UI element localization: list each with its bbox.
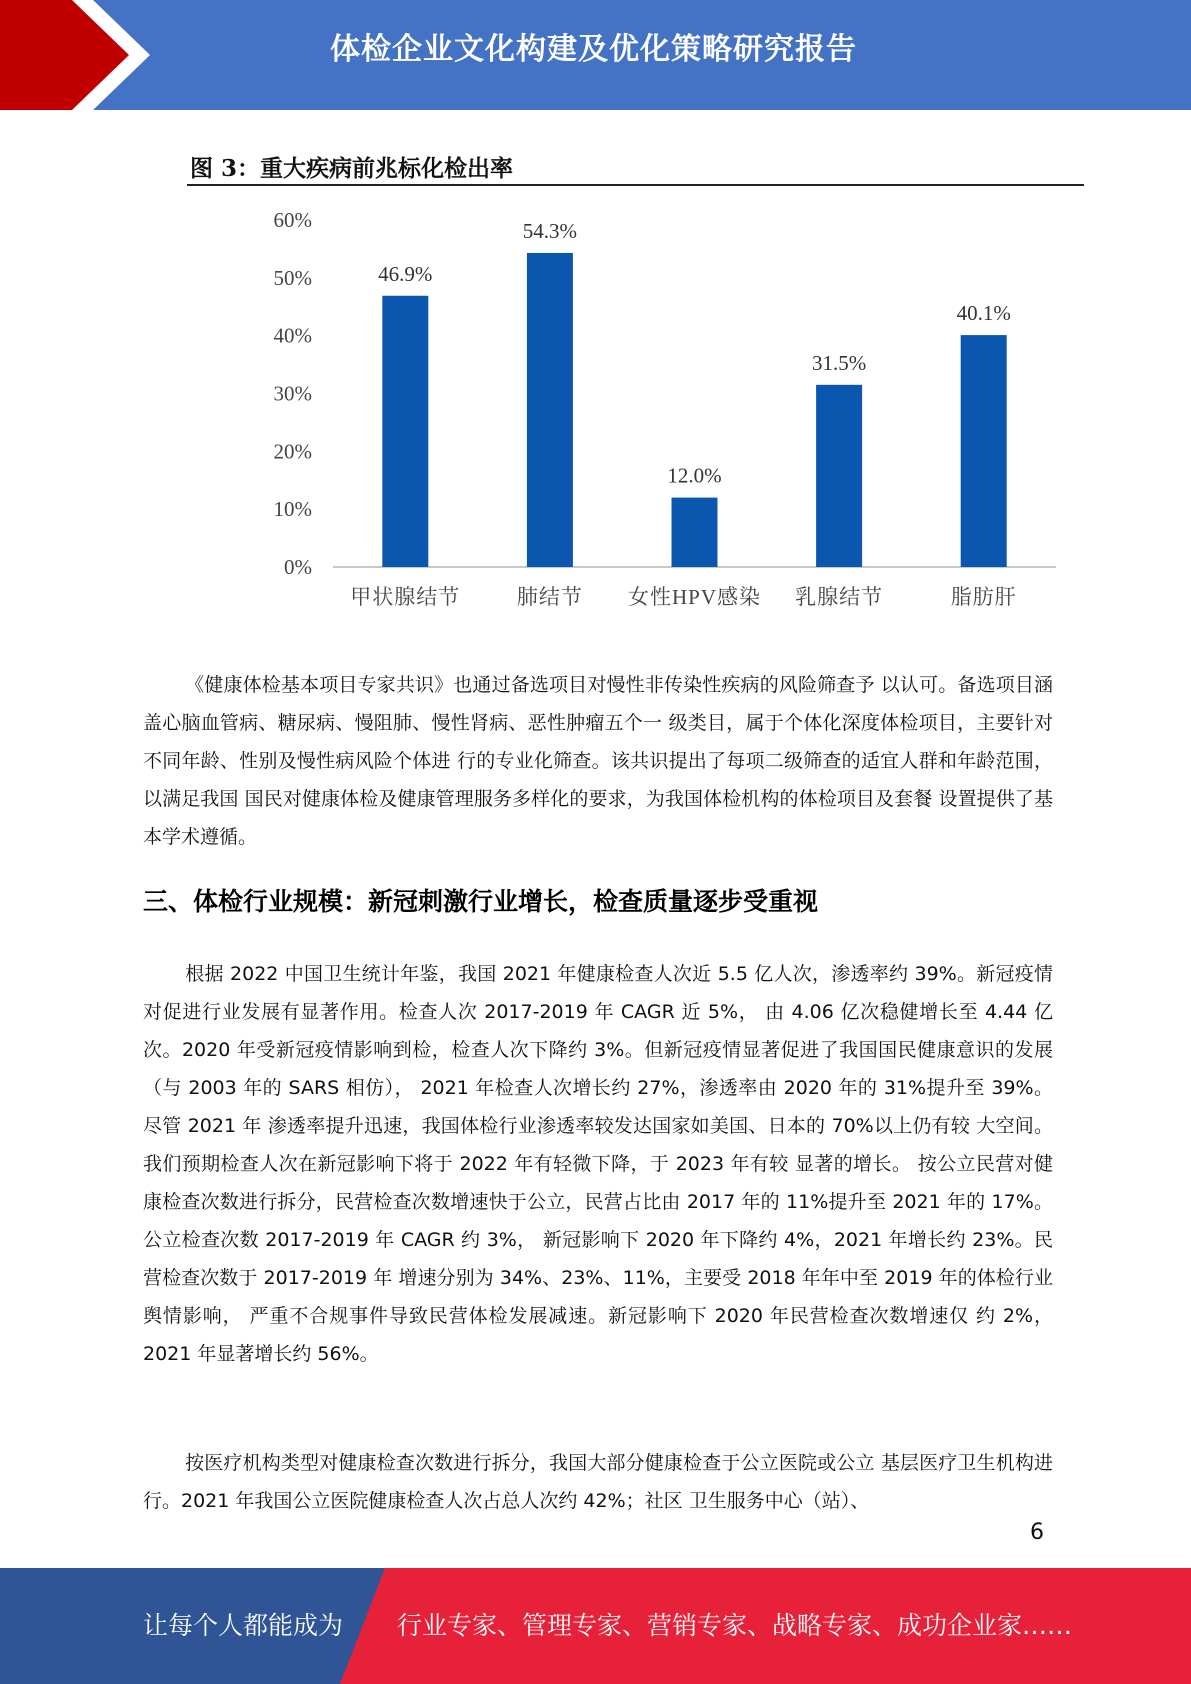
data-label: 46.9% xyxy=(378,261,433,286)
bar xyxy=(961,335,1007,567)
paragraph-text: 《健康体检基本项目专家共识》也通过备选项目对慢性非传染性疾病的风险筛查予 以认可。备选项目涵盖心脑血管病、糖尿病、慢阻肺、慢性肾病、恶性肿瘤五个一 级类目，属于个体化深度体检项目，主要针对不同年龄、性别及慢性病风险个体进 行的专业化筛查。该共识提出了每项二级筛查的适宜人群和年龄范围，以满足我国 国民对健康体检及健康管理服务多样化的要求，为我国体检机构的体检项目及套餐 设置提供了基本学术遵循。 xyxy=(143,674,1053,848)
footer-slogan-right: 行业专家、管理专家、营销专家、战略专家、成功企业家…… xyxy=(397,1611,1073,1640)
page-footer xyxy=(0,1568,1191,1684)
bar xyxy=(527,253,573,567)
data-label: 12.0% xyxy=(667,463,722,488)
y-tick-label: 0% xyxy=(284,555,312,579)
data-label: 31.5% xyxy=(811,350,867,375)
data-label: 40.1% xyxy=(956,301,1011,326)
y-tick-label: 10% xyxy=(273,497,312,522)
page-header xyxy=(0,0,1191,110)
x-tick-label: 脂肪肝 xyxy=(950,585,1017,609)
y-tick-label: 50% xyxy=(273,265,312,290)
y-tick-label: 40% xyxy=(273,323,312,348)
x-tick-label: 甲状腺结节 xyxy=(350,585,461,609)
bar-chart xyxy=(0,190,1191,630)
y-tick-label: 30% xyxy=(273,381,312,406)
header-title: 体检企业文化构建及优化策略研究报告 xyxy=(330,32,857,67)
data-label: 54.3% xyxy=(522,218,578,243)
figure-caption: 图 3：重大疾病前兆标化检出率 xyxy=(190,155,514,182)
x-tick-label: 乳腺结节 xyxy=(795,585,884,609)
y-tick-label: 60% xyxy=(273,208,312,232)
paragraph-text: 按医疗机构类型对健康检查次数进行拆分，我国大部分健康检查于公立医院或公立 基层医疗卫生机构进行。2021 年我国公立医院健康检查人次占总人次约 42%；社区 卫生服务中心（站）、 xyxy=(143,1452,1053,1512)
paragraph-text: 根据 2022 中国卫生统计年鉴，我国 2021 年健康检查人次近 5.5 亿人次，渗透率约 39%。新冠疫情对促进行业发展有显著作用。检查人次 2017-2019 年 CAGR 近 5%， 由 4.06 亿次稳健增长至 4.44 亿次。2020 年受新冠疫情影响到检，检查人次下降约 3%。但新冠疫情显著促进了我国国民健康意识的发展（与 2003 年的 SARS 相仿）， 2021 年检查人次增长约 27%，渗透率由 2020 年的 31%提升至 39%。尽管 2021 年 渗透率提升迅速，我国体检行业渗透率较发达国家如美国、日本的 70%以上仍有较 大空间。我们预期检查人次在新冠影响下将于 2022 年有轻微下降，于 2023 年有较 显著的增长。 按公立民营对健康检查次数进行拆分，民营检查次数增速快于公立，民营占比由 2017 年的 11%提升至 2021 年的 17%。公立检查次数 2017-2019 年 CAGR 约 3%， 新冠影响下 2020 年下降约 4%，2021 年增长约 23%。民营检查次数于 2017-2019 年 增速分别为 34%、23%、11%，主要受 2018 年年中至 2019 年的体检行业舆情影响， 严重不合规事件导致民营体检发展减速。新冠影响下 2020 年民营检查次数增速仅 约 2%，2021 年显著增长约 56%。 xyxy=(143,963,1053,1365)
page-number: 6 xyxy=(1030,1520,1044,1545)
paragraph-industry-scale xyxy=(143,955,1053,1373)
paragraph-institution-split xyxy=(143,1444,1053,1520)
figure-caption-rule xyxy=(187,184,1084,186)
section-heading: 三、体检行业规模：新冠刺激行业增长，检查质量逐步受重视 xyxy=(143,887,819,916)
header-arrow-icon xyxy=(0,0,140,110)
bar xyxy=(816,385,862,567)
bar xyxy=(672,498,718,567)
bar xyxy=(382,296,428,567)
y-tick-label: 20% xyxy=(273,439,312,464)
footer-slogan-left: 让每个人都能成为 xyxy=(143,1611,344,1640)
x-tick-label: 肺结节 xyxy=(516,585,583,609)
paragraph-expert-consensus xyxy=(143,666,1053,856)
x-tick-label: 女性HPV感染 xyxy=(627,585,762,609)
